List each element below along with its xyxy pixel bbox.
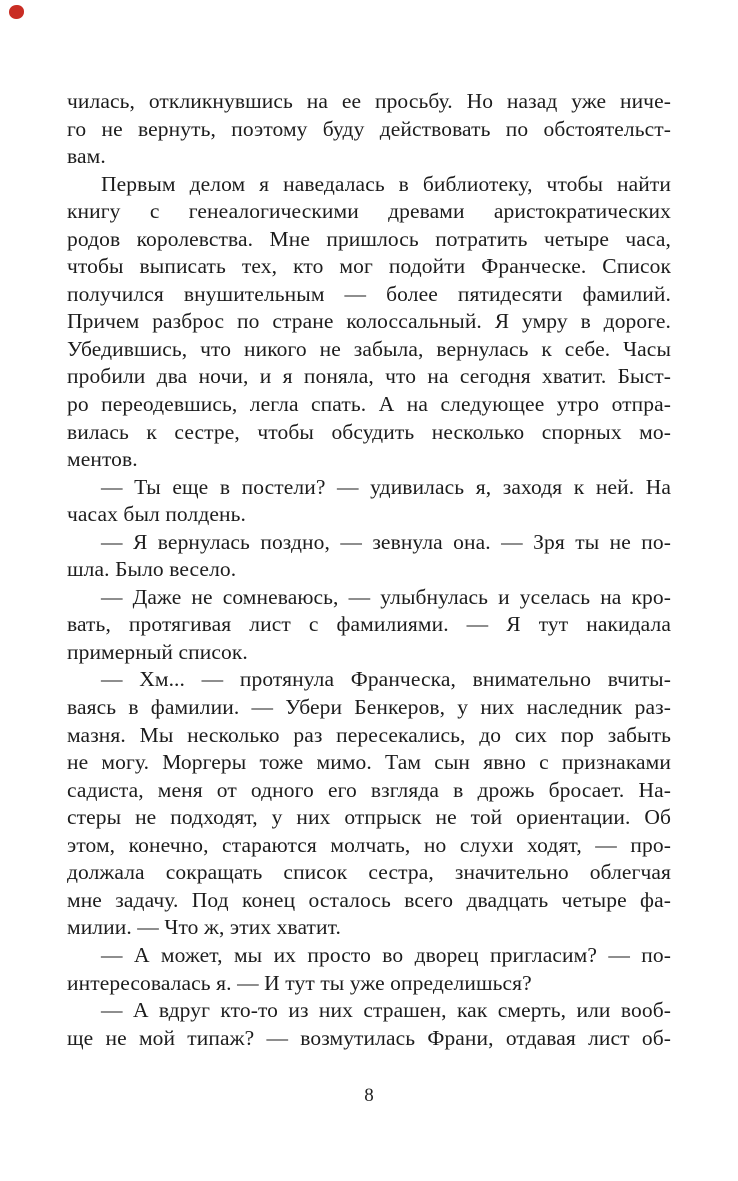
text-line: — Даже не сомневаюсь, — улыбнулась и уселась на кро-: [101, 584, 671, 609]
red-marker-icon: [9, 5, 24, 19]
paragraph: [67, 171, 671, 474]
text-line: мне задачу. Под конец осталось всего двадцать четыре фа-: [67, 887, 671, 912]
text-line: должала сокращать список сестра, значительно облегчая: [67, 860, 671, 885]
text-line: вам.: [67, 144, 106, 169]
text-line: родов королевства. Мне пришлось потратить четыре часа,: [67, 226, 671, 251]
text-line: ро переодевшись, легла спать. А на следующее утро отпра-: [67, 392, 671, 417]
text-line: вилась к сестре, чтобы обсудить несколько спорных мо-: [67, 419, 671, 444]
paragraph: [67, 942, 671, 997]
text-line: пробили два ночи, и я поняла, что на сегодня хватит. Быст-: [67, 364, 671, 389]
text-line: — Хм... — протянула Франческа, внимательно вчиты-: [101, 667, 671, 692]
text-line: милии. — Что ж, этих хватит.: [67, 915, 342, 940]
text-line: ваясь в фамилии. — Убери Бенкеров, у них наследник раз-: [67, 695, 671, 720]
page-number: 8: [364, 1085, 374, 1106]
text-line: шла. Было весело.: [67, 557, 237, 582]
text-line: интересовалась я. — И тут ты уже определишься?: [67, 970, 532, 995]
text-line: Причем разброс по стране колоссальный. Я умру в дороге.: [67, 309, 671, 334]
paragraph: [67, 529, 671, 584]
text-line: не могу. Моргеры тоже мимо. Там сын явно с признаками: [67, 750, 671, 775]
text-line: — Я вернулась поздно, — зевнула она. — Зря ты не по-: [101, 529, 671, 554]
text-line: чилась, откликнувшись на ее просьбу. Но назад уже ниче-: [67, 89, 671, 113]
text-line: книгу с генеалогическими древами аристократических: [67, 199, 671, 224]
text-line: вать, протягивая лист с фамилиями. — Я тут накидала: [67, 612, 671, 637]
paragraph: [67, 88, 671, 171]
text-line: получился внушительным — более пятидесяти фамилий.: [67, 281, 671, 306]
text-line: стеры не подходят, у них отпрыск не той ориентации. Об: [67, 805, 671, 830]
text-line: садиста, меня от одного его взгляда в дрожь бросает. На-: [67, 777, 671, 802]
text-line: Первым делом я наведалась в библиотеку, чтобы найти: [101, 171, 671, 196]
text-line: — Ты еще в постели? — удивилась я, заходя к ней. На: [101, 474, 671, 499]
text-line: часах был полдень.: [67, 502, 246, 527]
paragraph: [67, 997, 671, 1052]
text-line: ще не мой типаж? — возмутилась Франи, отдавая лист об-: [67, 1025, 671, 1050]
text-line: го не вернуть, поэтому буду действовать по обстоятельст-: [67, 116, 671, 141]
text-line: чтобы выписать тех, кто мог подойти Франческе. Список: [67, 254, 671, 279]
page-text: [67, 88, 671, 1052]
text-line: примерный список.: [67, 639, 248, 664]
text-line: этом, конечно, стараются молчать, но слухи ходят, — про-: [67, 832, 671, 857]
paragraph: [67, 474, 671, 529]
text-line: Убедившись, что никого не забыла, вернулась к себе. Часы: [67, 336, 671, 361]
text-line: — А может, мы их просто во дворец пригласим? — по-: [101, 942, 671, 967]
paragraph: [67, 666, 671, 941]
paragraph: [67, 584, 671, 667]
text-line: мазня. Мы несколько раз пересекались, до сих пор забыть: [67, 722, 671, 747]
text-line: — А вдруг кто-то из них страшен, как смерть, или вооб-: [101, 998, 671, 1023]
text-line: ментов.: [67, 447, 138, 472]
